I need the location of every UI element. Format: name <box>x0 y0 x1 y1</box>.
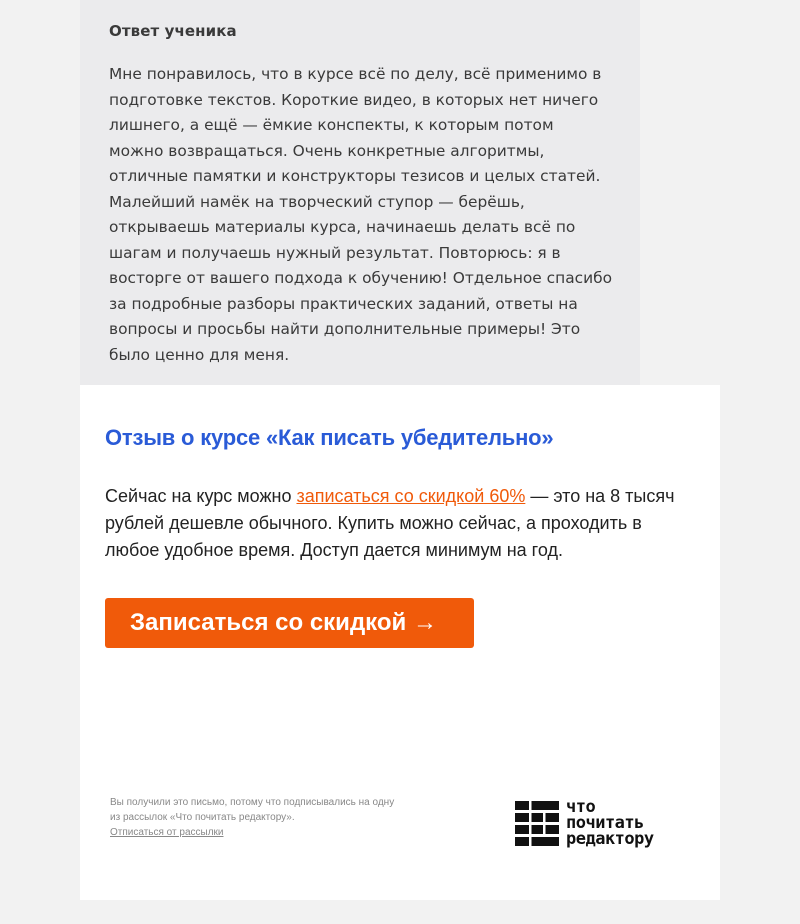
logo-line-3: редактору <box>566 829 654 849</box>
logo-text <box>566 799 654 847</box>
logo-line-2: почитать <box>566 813 644 833</box>
student-answer-block <box>80 0 640 385</box>
review-text <box>105 483 695 564</box>
footer-note-text: Вы получили это письмо, потому что подписывались на одну из рассылок «Что почитать редактору». <box>110 797 395 823</box>
student-answer-text: Мне понравилось, что в курсе всё по делу, всё применимо в подготовке текстов. Короткие видео, в которых нет ничего лишнего, а ещё — ёмкие конспекты, к которым потом можно возвращаться. Очень конкретные алгоритмы, отличные памятки и конструкторы тезисов и целых статей. Малейший намёк на творческий ступор — берёшь, открываешь материалы курса, начинаешь делать всё по шагам и получаешь нужный результат. Повторюсь: я в восторге от вашего подхода к обучению! Отдельное спасибо за подробные разборы практических заданий, ответы на вопросы и просьбы найти дополнительные примеры! Это было ценно для меня. <box>109 65 612 364</box>
brand-logo[interactable] <box>515 799 695 851</box>
logo-line-1: что <box>566 797 596 817</box>
review-card <box>80 385 720 900</box>
unsubscribe-link[interactable]: Отписаться от рассылки <box>110 827 224 838</box>
logo-mark-icon <box>515 801 559 847</box>
review-title: Отзыв о курсе «Как писать убедительно» <box>105 425 554 450</box>
review-text-before: Сейчас на курс можно <box>105 486 297 506</box>
discount-link[interactable]: записаться со скидкой 60% <box>296 486 526 506</box>
footer-note <box>110 795 400 840</box>
student-answer-title: Ответ ученика <box>109 22 237 40</box>
review-text-after: — это на 8 тысяч рублей дешевле обычного. Купить можно сейчас, а проходить в любое удобное время. Доступ дается минимум на год. <box>105 486 675 560</box>
enroll-discount-button[interactable]: Записаться со скидкой → <box>105 598 474 648</box>
